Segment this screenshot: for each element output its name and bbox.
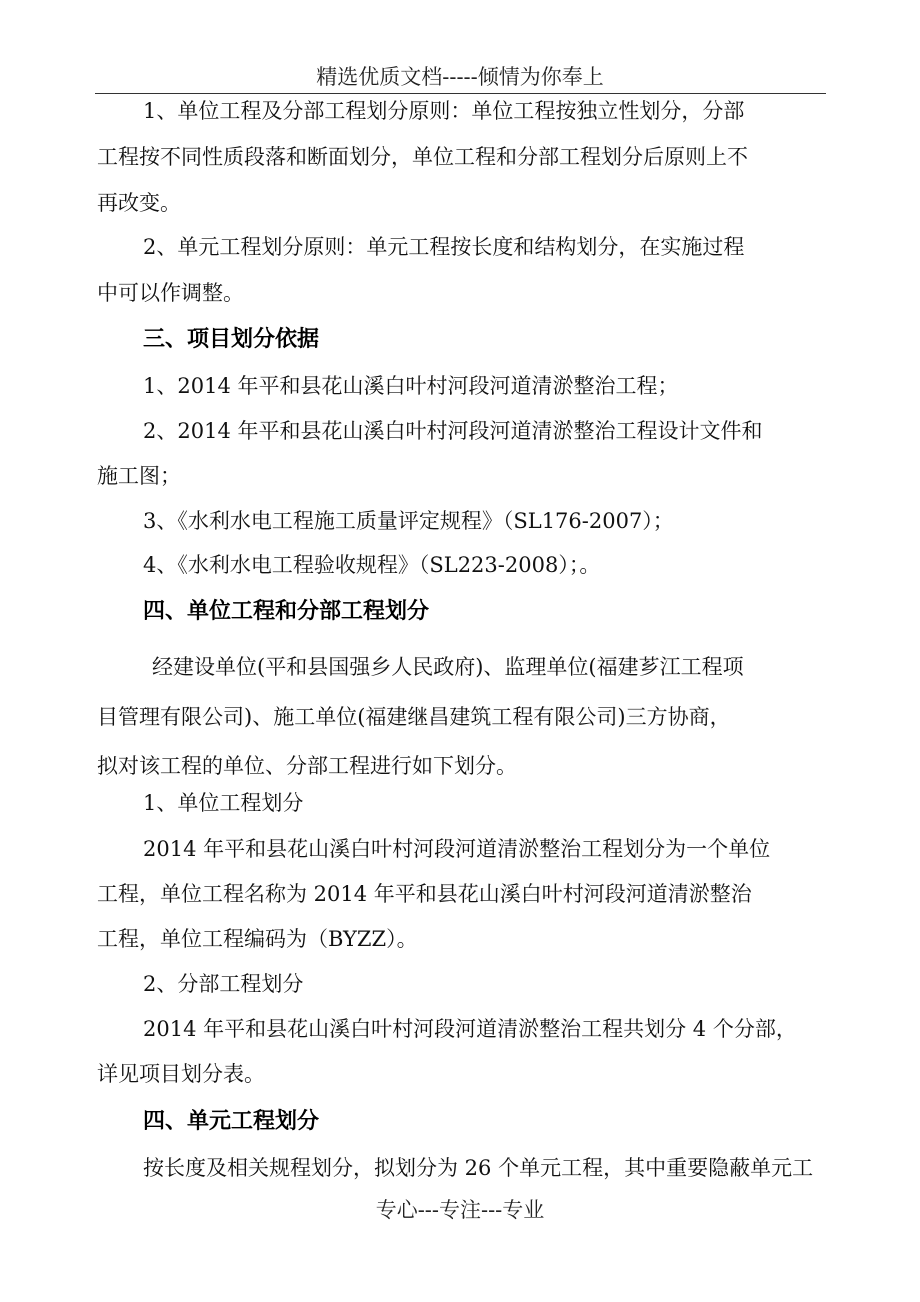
paragraph-line: 按长度及相关规程划分，拟划分为 26 个单元工程，其中重要隐蔽单元工 — [143, 1156, 814, 1180]
paragraph-line: 详见项目划分表。 — [97, 1062, 265, 1086]
list-item: 1、2014 年平和县花山溪白叶村河段河道清淤整治工程； — [143, 374, 679, 398]
paragraph-line: 工程，单位工程编码为（BYZZ）。 — [97, 927, 418, 951]
header-divider — [95, 93, 826, 94]
list-item: 2、2014 年平和县花山溪白叶村河段河道清淤整治工程设计文件和 — [143, 419, 763, 443]
paragraph-line: 2014 年平和县花山溪白叶村河段河道清淤整治工程划分为一个单位 — [143, 837, 771, 861]
paragraph-line: 工程，单位工程名称为 2014 年平和县花山溪白叶村河段河道清淤整治 — [97, 882, 752, 906]
subsection-title: 1、单位工程划分 — [143, 791, 304, 815]
subsection-title: 2、分部工程划分 — [143, 972, 304, 996]
page-footer: 专心---专注---专业 — [375, 1198, 545, 1222]
paragraph-line: 工程按不同性质段落和断面划分，单位工程和分部工程划分后原则上不 — [97, 145, 748, 169]
section-heading: 三、项目划分依据 — [143, 326, 320, 352]
page-header: 精选优质文档-----倾情为你奉上 — [316, 65, 604, 89]
paragraph-line: 2、单元工程划分原则：单元工程按长度和结构划分，在实施过程 — [143, 235, 745, 259]
paragraph-line: 中可以作调整。 — [97, 281, 244, 305]
paragraph-line: 再改变。 — [97, 191, 181, 215]
paragraph-line: 拟对该工程的单位、分部工程进行如下划分。 — [97, 754, 517, 778]
section-heading: 四、单位工程和分部工程划分 — [143, 598, 430, 624]
paragraph-line: 2014 年平和县花山溪白叶村河段河道清淤整治工程共划分 4 个分部， — [143, 1017, 797, 1041]
list-item: 施工图； — [97, 464, 181, 488]
list-item: 3、《水利水电工程施工质量评定规程》（SL176-2007）； — [143, 509, 674, 533]
paragraph-line: 目管理有限公司)、施工单位(福建继昌建筑工程有限公司)三方协商， — [97, 705, 731, 729]
section-heading: 四、单元工程划分 — [143, 1108, 320, 1134]
paragraph-line: 1、单位工程及分部工程划分原则：单位工程按独立性划分，分部 — [143, 99, 745, 123]
paragraph-line: 经建设单位(平和县国强乡人民政府)、监理单位(福建芗江工程项 — [152, 655, 744, 679]
list-item: 4、《水利水电工程验收规程》（SL223-2008）；。 — [143, 553, 601, 577]
